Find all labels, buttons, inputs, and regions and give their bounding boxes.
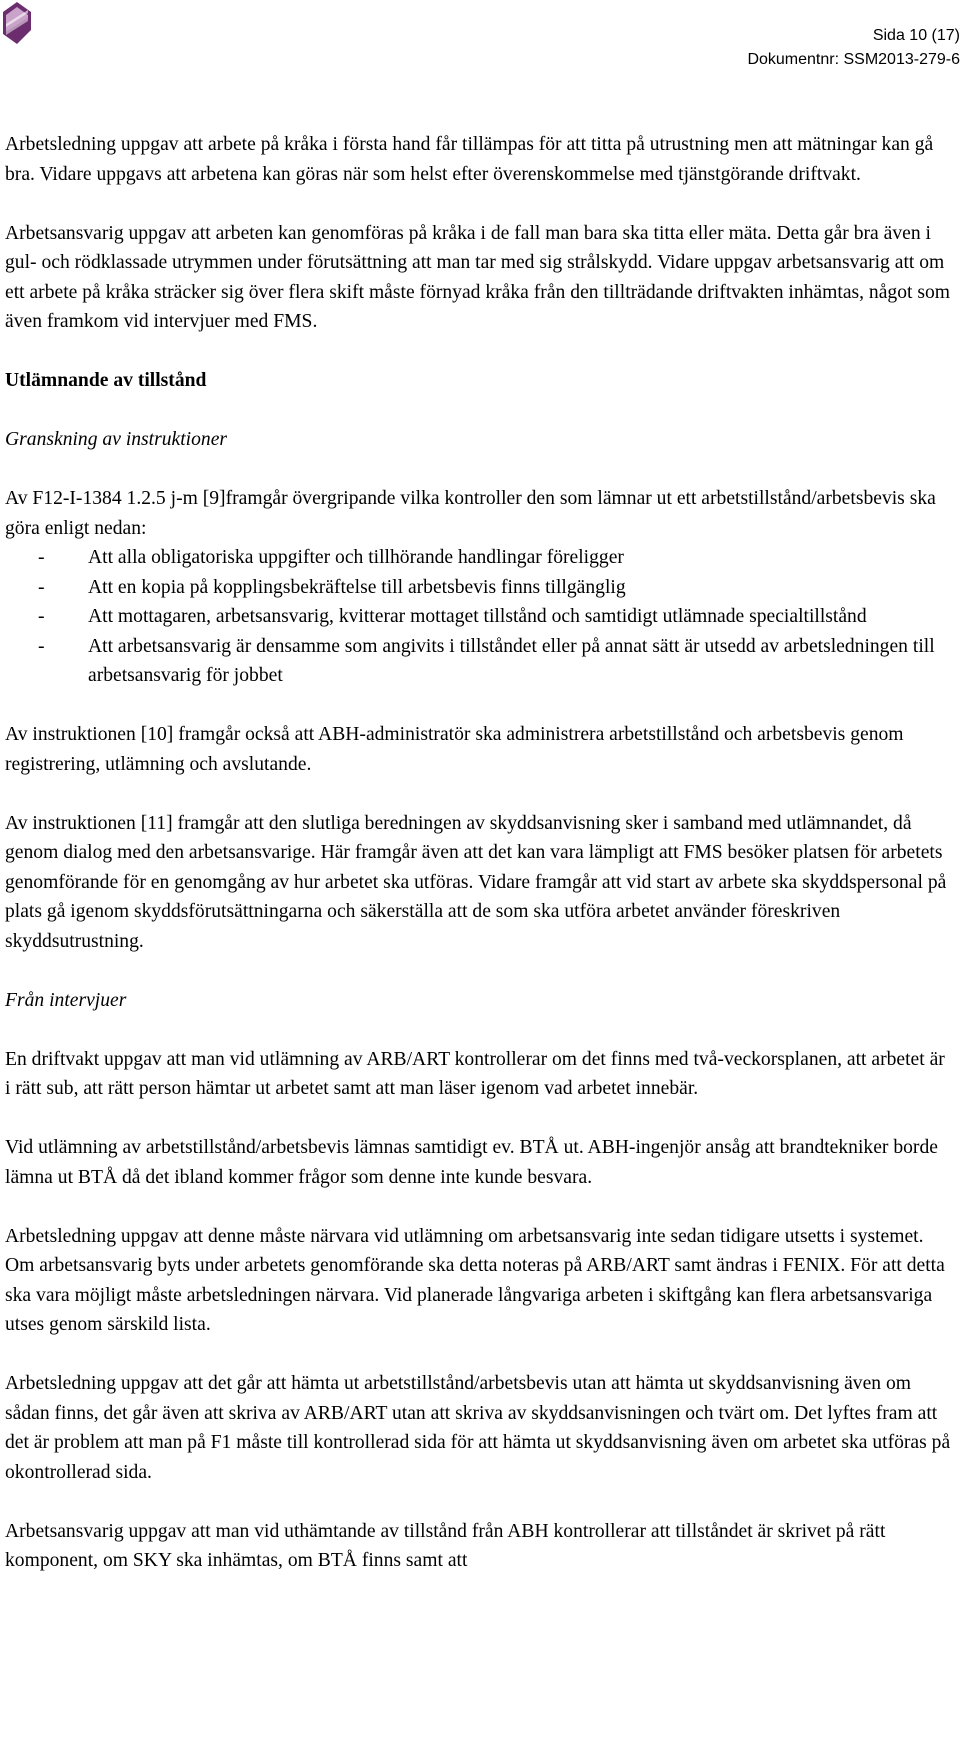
logo-icon xyxy=(3,2,31,44)
bullet-dash: - xyxy=(38,635,45,657)
page-number: Sida 10 (17) xyxy=(872,27,960,44)
paragraph: En driftvakt uppgav att man vid utlämning av ARB/ART kontrollerar om det finns med två-veckorsplanen, att arbetet är i rätt sub, att rätt person hämtar ut arbetet samt att man läser igenom vad arbetet innebär. xyxy=(5,1048,945,1099)
document-body xyxy=(5,130,955,1576)
list-item-text: Att en kopia på kopplingsbekräftelse till arbetsbevis finns tillgänglig xyxy=(88,576,626,598)
paragraph: Arbetsledning uppgav att denne måste närvara vid utlämning om arbetsansvarig inte sedan tidigare utsetts i systemet. Om arbetsansvarig byts under arbetets genomförande ska detta noteras på ARB/ART samt ändras i FENIX. För att detta ska vara möjligt måste arbetsledningen närvara. Vid planerade långvariga arbeten i skiftgång kan flera arbetsansvariga utses genom särskild lista. xyxy=(5,1225,945,1335)
paragraph: Vid utlämning av arbetstillstånd/arbetsbevis lämnas samtidigt ev. BTÅ ut. ABH-ingenjör ansåg att brandtekniker borde lämna ut BTÅ då det ibland kommer frågor som denne inte kunde besvara. xyxy=(5,1137,938,1188)
bullet-dash: - xyxy=(38,606,45,627)
section-heading: Utlämnande av tillstånd xyxy=(5,370,207,391)
bullet-list xyxy=(5,543,955,691)
page-header xyxy=(747,24,960,72)
sub-heading: Från intervjuer xyxy=(5,989,127,1011)
list-item-text: Att mottagaren, arbetsansvarig, kvitterar mottaget tillstånd och samtidigt utlämnade specialtillstånd xyxy=(88,606,867,627)
bullet-dash: - xyxy=(38,547,45,568)
list-item-text: Att alla obligatoriska uppgifter och tillhörande handlingar föreligger xyxy=(88,547,624,568)
bullet-dash: - xyxy=(38,576,45,598)
paragraph: Av instruktionen [10] framgår också att ABH-administratör ska administrera arbetstillstånd och arbetsbevis genom registrering, utlämning och avslutande. xyxy=(5,724,904,775)
list-item xyxy=(5,632,955,691)
list-item-text: Att arbetsansvarig är densamme som angivits i tillståndet eller på annat sätt är utsedd av arbetsledningen till arbetsansvarig för jobbet xyxy=(88,635,935,686)
paragraph: Arbetsledning uppgav att det går att hämta ut arbetstillstånd/arbetsbevis utan att hämta ut skyddsanvisning även om sådan finns, det går även att skriva av ARB/ART utan att skriva av skyddsanvisningen och tvärt om. Det lyftes fram att det är problem att man på F1 måste till kontrollerad sida för att hämta ut skyddsanvisning även om arbetet ska utföras på okontrollerad sida. xyxy=(5,1373,951,1483)
paragraph: Arbetsansvarig uppgav att arbeten kan genomföras på kråka i de fall man bara ska titta eller mäta. Detta går bra även i gul- och rödklassade utrymmen under förutsättning att man tar med sig strålskydd. Vidare uppgav arbetsansvarig att om ett arbete på kråka sträcker sig över flera skift måste förnyad kråka från den tillträdande driftvakten inhämtas, något som även framkom vid intervjuer med FMS. xyxy=(5,222,951,332)
document-number: Dokumentnr: SSM2013-279-6 xyxy=(747,51,960,68)
paragraph: Av F12-I-1384 1.2.5 j-m [9]framgår övergripande vilka kontroller den som lämnar ut ett arbetstillstånd/arbetsbevis ska göra enligt nedan: xyxy=(5,488,936,539)
list-item xyxy=(5,602,955,632)
list-item xyxy=(5,543,955,573)
sub-heading: Granskning av instruktioner xyxy=(5,429,228,450)
list-item xyxy=(5,573,955,603)
paragraph: Arbetsansvarig uppgav att man vid uthämtande av tillstånd från ABH kontrollerar att tillståndet är skrivet på rätt komponent, om SKY ska inhämtas, om BTÅ finns samt att xyxy=(5,1520,886,1571)
paragraph: Arbetsledning uppgav att arbete på kråka i första hand får tillämpas för att titta på utrustning men att mätningar kan gå bra. Vidare uppgavs att arbetena kan göras när som helst efter överenskommelse med tjänstgörande driftvakt. xyxy=(5,134,934,185)
paragraph: Av instruktionen [11] framgår att den slutliga beredningen av skyddsanvisning sker i samband med utlämnandet, då genom dialog med den arbetsansvarige. Här framgår även att det kan vara lämpligt att FMS besöker platsen för arbetets genomförande för en genomgång av hur arbetet ska utföras. Vidare framgår att vid start av arbete ska skyddspersonal på plats gå igenom skyddsförutsättningarna och säkerställa att de som ska utföra arbetet använder föreskriven skyddsutrustning. xyxy=(5,812,947,952)
